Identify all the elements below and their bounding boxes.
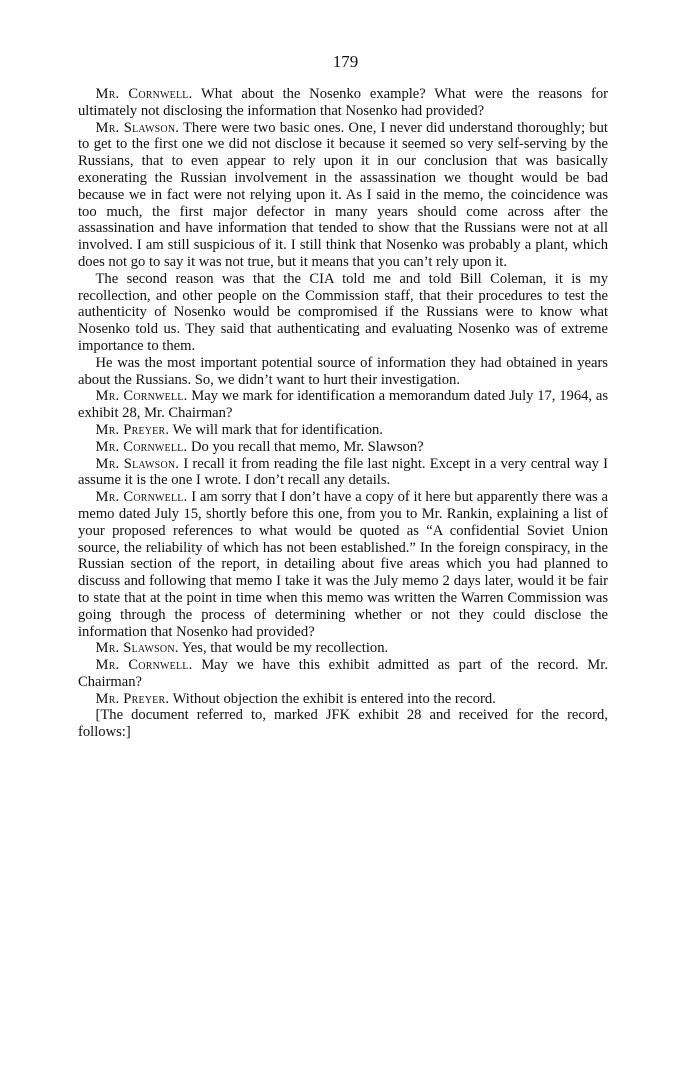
paragraph-text: [The document referred to, marked JFK exhibit 28 and received for the record, follows:] <box>78 707 608 741</box>
paragraph-text: Without objection the exhibit is entered into the record. <box>169 690 496 707</box>
transcript-paragraph <box>78 640 608 657</box>
transcript-paragraph <box>78 120 608 271</box>
transcript-body <box>78 86 608 741</box>
speaker-name: Mr. Slawson. <box>95 455 180 472</box>
transcript-paragraph <box>78 691 608 708</box>
transcript-paragraph <box>78 86 608 120</box>
paragraph-text: May we have this exhibit admitted as part of the record. Mr. Chairman? <box>78 657 608 690</box>
transcript-paragraph <box>78 271 608 355</box>
paragraph-text: There were two basic ones. One, I never did understand thoroughly; but to get to the first one we did not disclose it because it seemed so very self-serving by the Russians, that to even appear to rely upon it in our conclusion that was basically exonerating the Russian involvement in the assassination we thought would be bad because we in fact were not relying upon it. As I said in the memo, the coincidence was too much, the first major defector in many years should come across after the assassination and have information that tended to show that the Russians were not at all involved. I am still suspicious of it. I still think that Nosenko was probably a plant, which does not go to say it was not true, but it means that you can’t rely upon it. <box>78 119 608 270</box>
transcript-paragraph <box>78 388 608 422</box>
transcript-paragraph <box>78 456 608 490</box>
speaker-name: Mr. Slawson. <box>95 640 179 657</box>
transcript-paragraph <box>78 489 608 640</box>
speaker-name: Mr. Preyer. <box>95 690 170 707</box>
transcript-paragraph <box>78 439 608 456</box>
transcript-paragraph <box>78 657 608 691</box>
paragraph-text: The second reason was that the CIA told me and told Bill Coleman, it is my recollection, and other people on the Commission staff, that their procedures to test the authenticity of Nosenko would be compromised if the Russians were to know what Nosenko told us. They said that authenticating and evaluating Nosenko was of extreme importance to them. <box>78 270 608 354</box>
transcript-paragraph <box>78 707 608 741</box>
speaker-name: Mr. Cornwell. <box>95 388 188 405</box>
paragraph-text: Yes, that would be my recollection. <box>178 640 389 657</box>
speaker-name: Mr. Cornwell. <box>95 438 188 455</box>
paragraph-text: We will mark that for identification. <box>169 421 383 438</box>
speaker-name: Mr. Cornwell. <box>95 657 193 674</box>
transcript-paragraph <box>78 422 608 439</box>
speaker-name: Mr. Cornwell. <box>95 489 188 506</box>
paragraph-text: I recall it from reading the file last night. Except in a very central way I assume it is the one I wrote. I don’t recall any details. <box>78 455 608 489</box>
paragraph-text: Do you recall that memo, Mr. Slawson? <box>187 438 424 455</box>
transcript-paragraph <box>78 355 608 389</box>
speaker-name: Mr. Slawson. <box>95 119 180 136</box>
paragraph-text: He was the most important potential source of information they had obtained in years about the Russians. So, we didn’t want to hurt their investigation. <box>78 354 608 388</box>
speaker-name: Mr. Cornwell. <box>95 86 193 102</box>
paragraph-text: May we mark for identification a memorandum dated July 17, 1964, as exhibit 28, Mr. Chairman? <box>78 388 608 422</box>
speaker-name: Mr. Preyer. <box>95 421 170 438</box>
paragraph-text: I am sorry that I don’t have a copy of it here but apparently there was a memo dated July 15, shortly before this one, from you to Mr. Rankin, explaining a list of your proposed references to what would be quoted as “A confidential Soviet Union source, the reliability of which has not been established.” In the foreign conspiracy, in the Russian section of the report, in detailing about five areas which you had planned to discuss and following that memo I take it was the July memo 2 days later, would it be fair to state that at the point in time when this memo was written the Warren Commission was going through the process of determining whether or not they could disclose the information that Nosenko had provided? <box>78 489 608 640</box>
page-number: 179 <box>332 52 359 71</box>
paragraph-text: What about the Nosenko example? What were the reasons for ultimately not disclosing the information that Nosenko had provided? <box>78 86 608 119</box>
